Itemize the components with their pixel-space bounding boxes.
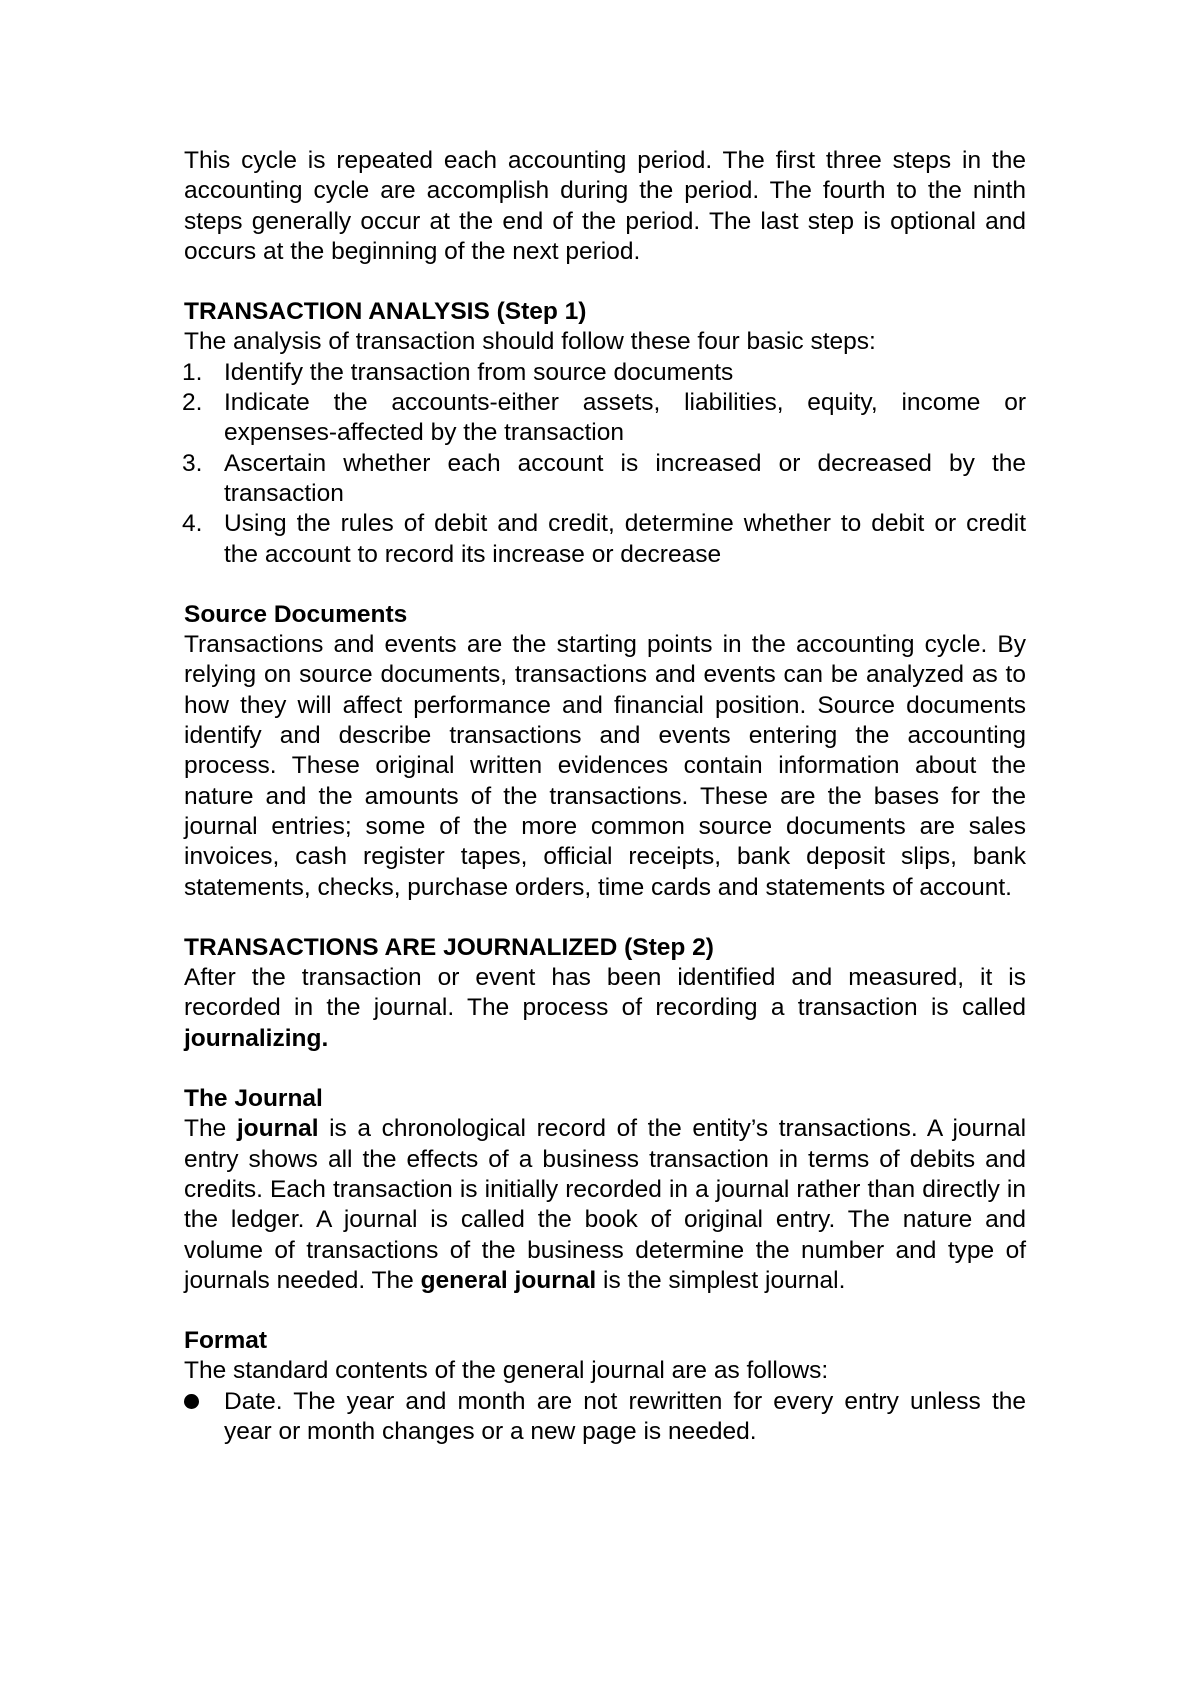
format-lead: The standard contents of the general journal are as follows: bbox=[184, 1357, 829, 1385]
journalizing-term: journalizing. bbox=[184, 1024, 329, 1052]
journalized-body: After the transaction or event has been identified and measured, it is recorded in the journal. The process of recording a transaction is called bbox=[184, 964, 1026, 1022]
transaction-analysis-lead: The analysis of transaction should follow these four basic steps: bbox=[184, 328, 876, 356]
list-number: 1. bbox=[182, 358, 203, 386]
list-item bbox=[184, 1387, 1026, 1448]
source-documents-heading: Source Documents bbox=[184, 600, 408, 628]
journal-text-part3: is the simplest journal. bbox=[603, 1266, 846, 1294]
general-journal-term: general journal bbox=[420, 1266, 597, 1294]
list-number: 4. bbox=[182, 510, 203, 538]
list-item bbox=[184, 388, 1026, 449]
format-bullet-list bbox=[184, 1387, 1026, 1448]
journalized-heading: TRANSACTIONS ARE JOURNALIZED (Step 2) bbox=[184, 933, 714, 961]
the-journal-paragraph bbox=[184, 1114, 1026, 1296]
the-journal-heading: The Journal bbox=[184, 1085, 323, 1113]
journalized-paragraph bbox=[184, 963, 1026, 1054]
journal-term: journal bbox=[236, 1115, 319, 1143]
list-item bbox=[184, 358, 1026, 388]
document-page bbox=[184, 146, 1026, 1447]
list-item-text: Indicate the accounts-either assets, liabilities, equity, income or expenses-affected by the transaction bbox=[224, 389, 1026, 447]
list-item-text: Identify the transaction from source documents bbox=[224, 358, 734, 386]
list-item-text: Date. The year and month are not rewritten for every entry unless the year or month changes or a new page is needed. bbox=[224, 1387, 1026, 1445]
format-heading: Format bbox=[184, 1327, 268, 1355]
source-documents-paragraph: Transactions and events are the starting points in the accounting cycle. By relying on source documents, transactions and events can be analyzed as to how they will affect performance and financial position. Source documents identify and describe transactions and events entering the accounting process. These original written evidences contain information about the nature and the amounts of the transactions. These are the bases for the journal entries; some of the more common source documents are sales invoices, cash register tapes, official receipts, bank deposit slips, bank statements, checks, purchase orders, time cards and statements of account. bbox=[184, 631, 1026, 901]
journal-text-part2: is a chronological record of the entity’s transactions. A journal entry shows all the effects of a business transaction in terms of debits and credits. Each transaction is initially recorded in a journal rather than directly in the ledger. A journal is called the book of original entry. The nature and volume of transactions of the business determine the number and type of journals needed. The bbox=[184, 1115, 1027, 1294]
list-item bbox=[184, 449, 1026, 510]
bullet-icon bbox=[182, 1387, 224, 1417]
list-item-text: Ascertain whether each account is increased or decreased by the transaction bbox=[224, 449, 1026, 507]
transaction-steps-list bbox=[184, 358, 1026, 570]
list-item bbox=[184, 509, 1026, 570]
list-number: 3. bbox=[182, 449, 203, 477]
intro-paragraph: This cycle is repeated each accounting period. The first three steps in the accounting cycle are accomplish during the period. The fourth to the ninth steps generally occur at the end of the period. The last step is optional and occurs at the beginning of the next period. bbox=[184, 147, 1026, 265]
list-number: 2. bbox=[182, 389, 203, 417]
transaction-analysis-heading: TRANSACTION ANALYSIS (Step 1) bbox=[184, 298, 587, 326]
list-item-text: Using the rules of debit and credit, determine whether to debit or credit the account to record its increase or decrease bbox=[224, 510, 1026, 568]
journal-text-part1: The bbox=[184, 1115, 227, 1143]
